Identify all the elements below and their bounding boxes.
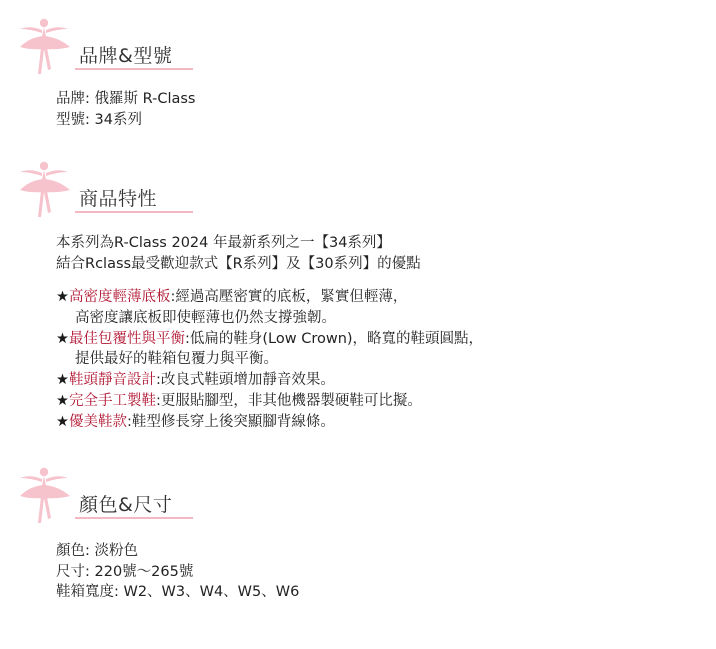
feature-text: :經過高壓密實的底板，緊實但輕薄， <box>170 289 408 306</box>
ballerina-icon <box>16 17 72 77</box>
box-width-line: 鞋箱寬度: W2、W3、W4、W5、W6 <box>56 584 300 601</box>
star-icon: ★ <box>56 289 69 306</box>
feature-highlight: 優美鞋款 <box>69 413 127 430</box>
color-line: 顏色: 淡粉色 <box>56 543 138 559</box>
feature-continuation: 提供最好的鞋箱包覆力與平衡。 <box>75 351 278 368</box>
section-underline <box>75 68 193 70</box>
feature-highlight: 最佳包覆性與平衡 <box>69 330 185 347</box>
spacer <box>56 274 483 287</box>
ballerina-icon <box>16 466 72 526</box>
features-section <box>0 160 716 430</box>
section-title: 商品特性 <box>79 188 158 210</box>
feature-bullet <box>56 391 483 412</box>
intro-line: 本系列為R-Class 2024 年最新系列之一【34系列】 <box>56 235 391 251</box>
size-line: 尺寸: 220號～265號 <box>56 563 194 580</box>
star-icon: ★ <box>56 372 69 389</box>
feature-text: :低扁的鞋身(Low Crown)，略寬的鞋頭圓點， <box>185 330 484 347</box>
brand-section <box>0 17 716 128</box>
section-title: 顏色&尺寸 <box>79 494 173 516</box>
intro-line: 結合Rclass最受歡迎款式【R系列】及【30系列】的優點 <box>56 255 421 272</box>
section-header <box>0 466 716 526</box>
feature-highlight: 高密度輕薄底板 <box>69 289 171 306</box>
feature-text: :更服貼腳型，非其他機器製硬鞋可比擬。 <box>156 392 422 409</box>
section-underline <box>75 211 193 213</box>
section-header <box>0 17 716 77</box>
section-body <box>56 233 483 432</box>
star-icon: ★ <box>56 330 69 347</box>
feature-highlight: 鞋頭靜音設計 <box>69 372 156 389</box>
feature-bullet <box>56 287 483 308</box>
section-underline <box>75 517 193 519</box>
star-icon: ★ <box>56 413 69 430</box>
feature-text: :鞋型修長穿上後突顯腳背線條。 <box>127 413 335 430</box>
section-header <box>0 160 716 220</box>
feature-bullet <box>56 329 483 350</box>
section-body <box>56 541 299 603</box>
feature-highlight: 完全手工製鞋 <box>69 392 156 409</box>
color-size-section <box>0 466 716 601</box>
ballerina-icon <box>16 160 72 220</box>
feature-bullet <box>56 370 483 391</box>
model-line: 型號: 34系列 <box>56 111 142 128</box>
brand-line: 品牌: 俄羅斯 R-Class <box>56 91 196 107</box>
section-body <box>56 89 195 130</box>
feature-text: :改良式鞋頭增加靜音效果。 <box>156 372 335 389</box>
feature-continuation: 高密度讓底板即使輕薄也仍然支撐強韌。 <box>75 310 336 327</box>
star-icon: ★ <box>56 392 69 409</box>
feature-bullet <box>56 412 483 433</box>
section-title: 品牌&型號 <box>79 45 173 67</box>
